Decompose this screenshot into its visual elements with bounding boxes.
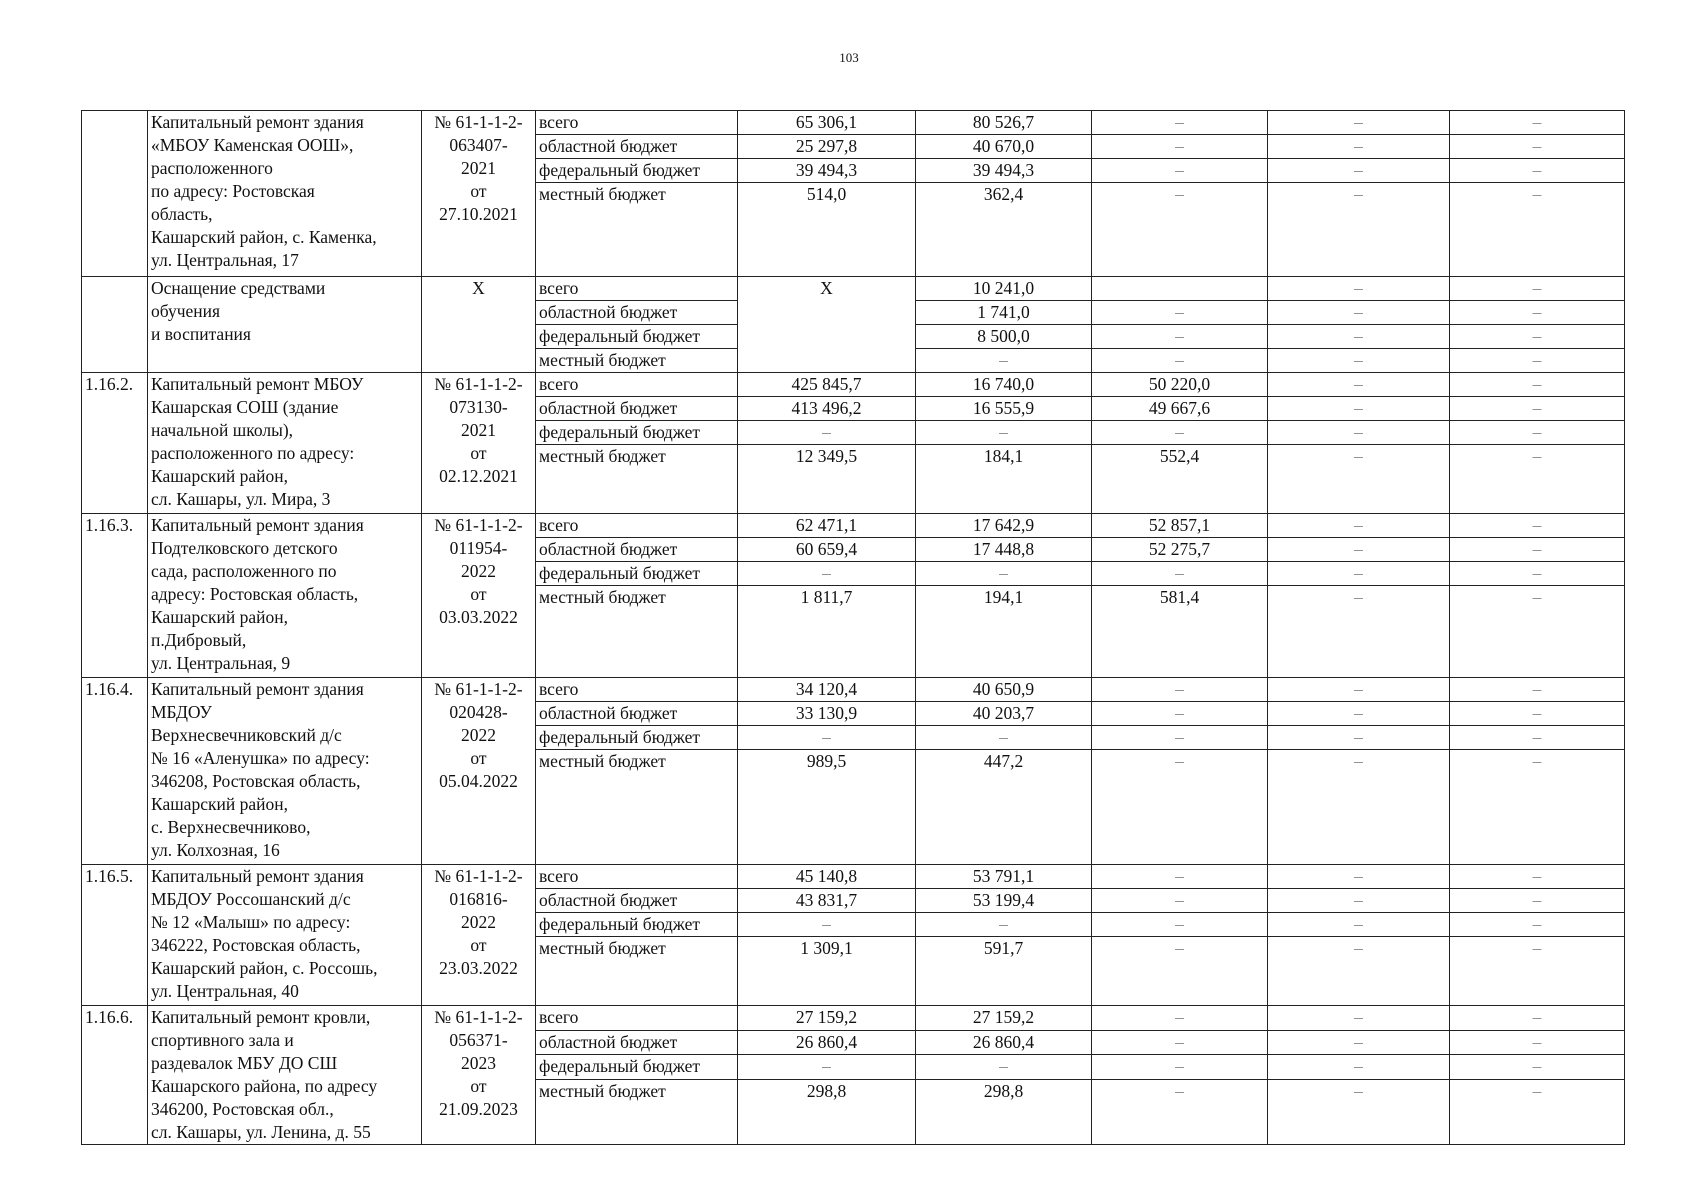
value-year-2: – <box>1092 678 1268 702</box>
funding-source: местный бюджет <box>536 445 738 514</box>
value-year-2: – <box>1092 1080 1268 1145</box>
value-year-1: 298,8 <box>916 1080 1092 1145</box>
value-year-1: 26 860,4 <box>916 1030 1092 1055</box>
value-total-cost: Х <box>738 277 916 373</box>
value-year-4: – <box>1450 159 1625 183</box>
value-year-2: – <box>1092 1006 1268 1031</box>
table-row <box>82 678 1625 702</box>
value-year-4: – <box>1450 586 1625 678</box>
value-year-4: – <box>1450 750 1625 865</box>
value-year-4: – <box>1450 421 1625 445</box>
value-year-4: – <box>1450 301 1625 325</box>
object-name: Капитальный ремонт здания «МБОУ Каменская ООШ», расположенного по адресу: Ростовская область, Кашарский район, с. Каменка, ул. Центральная, 17 <box>148 111 422 277</box>
value-year-2 <box>1092 277 1268 301</box>
value-total-cost: 25 297,8 <box>738 135 916 159</box>
funding-source: федеральный бюджет <box>536 913 738 937</box>
value-year-1: 16 740,0 <box>916 373 1092 397</box>
funding-source: местный бюджет <box>536 750 738 865</box>
value-year-3: – <box>1268 1006 1450 1031</box>
budget-table <box>81 110 1625 1145</box>
funding-source: всего <box>536 277 738 301</box>
row-number <box>82 277 148 373</box>
value-year-2: 581,4 <box>1092 586 1268 678</box>
value-year-1: 184,1 <box>916 445 1092 514</box>
value-year-4: – <box>1450 1055 1625 1080</box>
value-total-cost: – <box>738 562 916 586</box>
table-row <box>82 1006 1625 1031</box>
value-year-2: – <box>1092 562 1268 586</box>
expertise-document: № 61-1-1-2- 056371- 2023 от 21.09.2023 <box>422 1006 536 1145</box>
funding-source: федеральный бюджет <box>536 159 738 183</box>
value-year-3: – <box>1268 562 1450 586</box>
expertise-document: № 61-1-1-2- 011954- 2022 от 03.03.2022 <box>422 514 536 678</box>
funding-source: областной бюджет <box>536 397 738 421</box>
value-year-3: – <box>1268 325 1450 349</box>
value-year-2: 52 857,1 <box>1092 514 1268 538</box>
value-total-cost: 60 659,4 <box>738 538 916 562</box>
value-year-4: – <box>1450 702 1625 726</box>
row-number: 1.16.3. <box>82 514 148 678</box>
value-year-3: – <box>1268 702 1450 726</box>
value-year-1: 362,4 <box>916 183 1092 277</box>
value-year-1: 1 741,0 <box>916 301 1092 325</box>
object-name: Капитальный ремонт здания МБДОУ Верхнесвечниковский д/с № 16 «Аленушка» по адресу: 346208, Ростовская область, Кашарский район, с. Верхнесвечниково, ул. Колхозная, 16 <box>148 678 422 865</box>
value-total-cost: 1 309,1 <box>738 937 916 1006</box>
value-year-4: – <box>1450 726 1625 750</box>
value-total-cost: 425 845,7 <box>738 373 916 397</box>
table-row <box>82 514 1625 538</box>
funding-source: федеральный бюджет <box>536 1055 738 1080</box>
value-year-1: 194,1 <box>916 586 1092 678</box>
value-year-3: – <box>1268 301 1450 325</box>
value-year-3: – <box>1268 1030 1450 1055</box>
value-total-cost: – <box>738 1055 916 1080</box>
row-number: 1.16.4. <box>82 678 148 865</box>
value-total-cost: – <box>738 726 916 750</box>
value-year-2: – <box>1092 301 1268 325</box>
value-year-4: – <box>1450 678 1625 702</box>
value-total-cost: – <box>738 913 916 937</box>
value-year-3: – <box>1268 865 1450 889</box>
value-year-3: – <box>1268 538 1450 562</box>
value-year-4: – <box>1450 135 1625 159</box>
value-year-2: – <box>1092 702 1268 726</box>
funding-source: всего <box>536 111 738 135</box>
value-year-3: – <box>1268 913 1450 937</box>
value-year-4: – <box>1450 373 1625 397</box>
value-total-cost: 413 496,2 <box>738 397 916 421</box>
value-year-2: – <box>1092 135 1268 159</box>
value-year-4: – <box>1450 562 1625 586</box>
value-year-4: – <box>1450 183 1625 277</box>
value-year-3: – <box>1268 750 1450 865</box>
value-year-4: – <box>1450 445 1625 514</box>
value-year-2: – <box>1092 325 1268 349</box>
value-year-1: 53 199,4 <box>916 889 1092 913</box>
value-year-3: – <box>1268 514 1450 538</box>
expertise-document: № 61-1-1-2- 063407- 2021 от 27.10.2021 <box>422 111 536 277</box>
value-year-2: – <box>1092 865 1268 889</box>
funding-source: всего <box>536 1006 738 1031</box>
value-year-3: – <box>1268 586 1450 678</box>
value-year-4: – <box>1450 538 1625 562</box>
funding-source: областной бюджет <box>536 889 738 913</box>
value-year-2: 49 667,6 <box>1092 397 1268 421</box>
value-year-1: 40 670,0 <box>916 135 1092 159</box>
value-year-3: – <box>1268 373 1450 397</box>
value-total-cost: 39 494,3 <box>738 159 916 183</box>
funding-source: областной бюджет <box>536 301 738 325</box>
value-total-cost: 34 120,4 <box>738 678 916 702</box>
funding-source: местный бюджет <box>536 586 738 678</box>
value-year-4: – <box>1450 1006 1625 1031</box>
value-total-cost: 989,5 <box>738 750 916 865</box>
value-year-4: – <box>1450 277 1625 301</box>
funding-source: всего <box>536 865 738 889</box>
value-year-2: – <box>1092 111 1268 135</box>
value-year-4: – <box>1450 937 1625 1006</box>
funding-source: всего <box>536 373 738 397</box>
funding-source: всего <box>536 678 738 702</box>
value-total-cost: 26 860,4 <box>738 1030 916 1055</box>
value-year-2: – <box>1092 750 1268 865</box>
value-year-3: – <box>1268 1080 1450 1145</box>
value-total-cost: 12 349,5 <box>738 445 916 514</box>
value-year-2: 552,4 <box>1092 445 1268 514</box>
funding-source: местный бюджет <box>536 937 738 1006</box>
object-name: Капитальный ремонт кровли, спортивного зала и раздевалок МБУ ДО СШ Кашарского района, по адресу 346200, Ростовская обл., сл. Кашары, ул. Ленина, д. 55 <box>148 1006 422 1145</box>
value-year-2: – <box>1092 349 1268 373</box>
expertise-document: № 61-1-1-2- 020428- 2022 от 05.04.2022 <box>422 678 536 865</box>
table-row <box>82 865 1625 889</box>
value-year-4: – <box>1450 397 1625 421</box>
funding-source: федеральный бюджет <box>536 421 738 445</box>
value-year-4: – <box>1450 1080 1625 1145</box>
object-name: Капитальный ремонт здания МБДОУ Россошанский д/с № 12 «Малыш» по адресу: 346222, Ростовская область, Кашарский район, с. Россошь, ул. Центральная, 40 <box>148 865 422 1006</box>
value-year-1: 39 494,3 <box>916 159 1092 183</box>
funding-source: местный бюджет <box>536 349 738 373</box>
value-total-cost: 298,8 <box>738 1080 916 1145</box>
value-year-1: 447,2 <box>916 750 1092 865</box>
value-year-3: – <box>1268 726 1450 750</box>
table-row <box>82 373 1625 397</box>
object-name: Капитальный ремонт здания Подтелковского детского сада, расположенного по адресу: Ростовская область, Кашарский район, п.Дибровый, ул. Центральная, 9 <box>148 514 422 678</box>
value-year-2: 50 220,0 <box>1092 373 1268 397</box>
funding-source: областной бюджет <box>536 538 738 562</box>
value-year-3: – <box>1268 445 1450 514</box>
value-year-2: – <box>1092 937 1268 1006</box>
value-year-1: 16 555,9 <box>916 397 1092 421</box>
row-number: 1.16.2. <box>82 373 148 514</box>
value-year-4: – <box>1450 865 1625 889</box>
value-year-2: – <box>1092 183 1268 277</box>
funding-source: местный бюджет <box>536 183 738 277</box>
row-number <box>82 111 148 277</box>
value-total-cost: 65 306,1 <box>738 111 916 135</box>
table-row <box>82 111 1625 135</box>
page-number: 103 <box>839 50 859 65</box>
value-year-2: – <box>1092 159 1268 183</box>
value-year-1: – <box>916 562 1092 586</box>
value-year-1: 17 448,8 <box>916 538 1092 562</box>
value-year-3: – <box>1268 111 1450 135</box>
value-year-1: 27 159,2 <box>916 1006 1092 1031</box>
value-year-3: – <box>1268 889 1450 913</box>
value-year-1: 53 791,1 <box>916 865 1092 889</box>
value-year-1: 40 203,7 <box>916 702 1092 726</box>
table-body <box>82 111 1625 1145</box>
value-year-1: – <box>916 726 1092 750</box>
value-year-1: 8 500,0 <box>916 325 1092 349</box>
funding-source: местный бюджет <box>536 1080 738 1145</box>
value-year-3: – <box>1268 349 1450 373</box>
value-total-cost: – <box>738 421 916 445</box>
value-total-cost: 33 130,9 <box>738 702 916 726</box>
value-year-4: – <box>1450 111 1625 135</box>
value-total-cost: 514,0 <box>738 183 916 277</box>
value-year-2: – <box>1092 726 1268 750</box>
value-year-1: – <box>916 421 1092 445</box>
value-year-4: – <box>1450 889 1625 913</box>
expertise-document: № 61-1-1-2- 016816- 2022 от 23.03.2022 <box>422 865 536 1006</box>
table-row <box>82 277 1625 301</box>
funding-source: областной бюджет <box>536 1030 738 1055</box>
value-year-4: – <box>1450 913 1625 937</box>
funding-source: областной бюджет <box>536 702 738 726</box>
value-year-2: – <box>1092 1030 1268 1055</box>
expertise-document: № 61-1-1-2- 073130- 2021 от 02.12.2021 <box>422 373 536 514</box>
value-year-3: – <box>1268 397 1450 421</box>
value-year-1: 40 650,9 <box>916 678 1092 702</box>
value-year-4: – <box>1450 514 1625 538</box>
expertise-document: Х <box>422 277 536 373</box>
row-number: 1.16.6. <box>82 1006 148 1145</box>
value-year-1: 17 642,9 <box>916 514 1092 538</box>
value-total-cost: 43 831,7 <box>738 889 916 913</box>
object-name: Капитальный ремонт МБОУ Кашарская СОШ (здание начальной школы), расположенного по адресу: Кашарский район, сл. Кашары, ул. Мира, 3 <box>148 373 422 514</box>
value-year-3: – <box>1268 277 1450 301</box>
value-total-cost: 1 811,7 <box>738 586 916 678</box>
funding-source: федеральный бюджет <box>536 562 738 586</box>
value-total-cost: 45 140,8 <box>738 865 916 889</box>
value-year-2: – <box>1092 889 1268 913</box>
value-year-4: – <box>1450 349 1625 373</box>
value-year-3: – <box>1268 183 1450 277</box>
funding-source: областной бюджет <box>536 135 738 159</box>
value-year-1: 591,7 <box>916 937 1092 1006</box>
value-year-4: – <box>1450 325 1625 349</box>
value-year-4: – <box>1450 1030 1625 1055</box>
value-year-3: – <box>1268 937 1450 1006</box>
funding-source: федеральный бюджет <box>536 726 738 750</box>
funding-source: федеральный бюджет <box>536 325 738 349</box>
value-year-1: – <box>916 1055 1092 1080</box>
value-year-3: – <box>1268 135 1450 159</box>
value-total-cost: 27 159,2 <box>738 1006 916 1031</box>
value-year-2: 52 275,7 <box>1092 538 1268 562</box>
row-number: 1.16.5. <box>82 865 148 1006</box>
value-year-1: 10 241,0 <box>916 277 1092 301</box>
value-year-2: – <box>1092 421 1268 445</box>
value-year-3: – <box>1268 159 1450 183</box>
value-year-2: – <box>1092 1055 1268 1080</box>
value-total-cost: 62 471,1 <box>738 514 916 538</box>
value-year-1: – <box>916 349 1092 373</box>
value-year-3: – <box>1268 1055 1450 1080</box>
value-year-2: – <box>1092 913 1268 937</box>
value-year-1: 80 526,7 <box>916 111 1092 135</box>
value-year-3: – <box>1268 421 1450 445</box>
value-year-1: – <box>916 913 1092 937</box>
object-name: Оснащение средствами обучения и воспитания <box>148 277 422 373</box>
value-year-3: – <box>1268 678 1450 702</box>
funding-source: всего <box>536 514 738 538</box>
